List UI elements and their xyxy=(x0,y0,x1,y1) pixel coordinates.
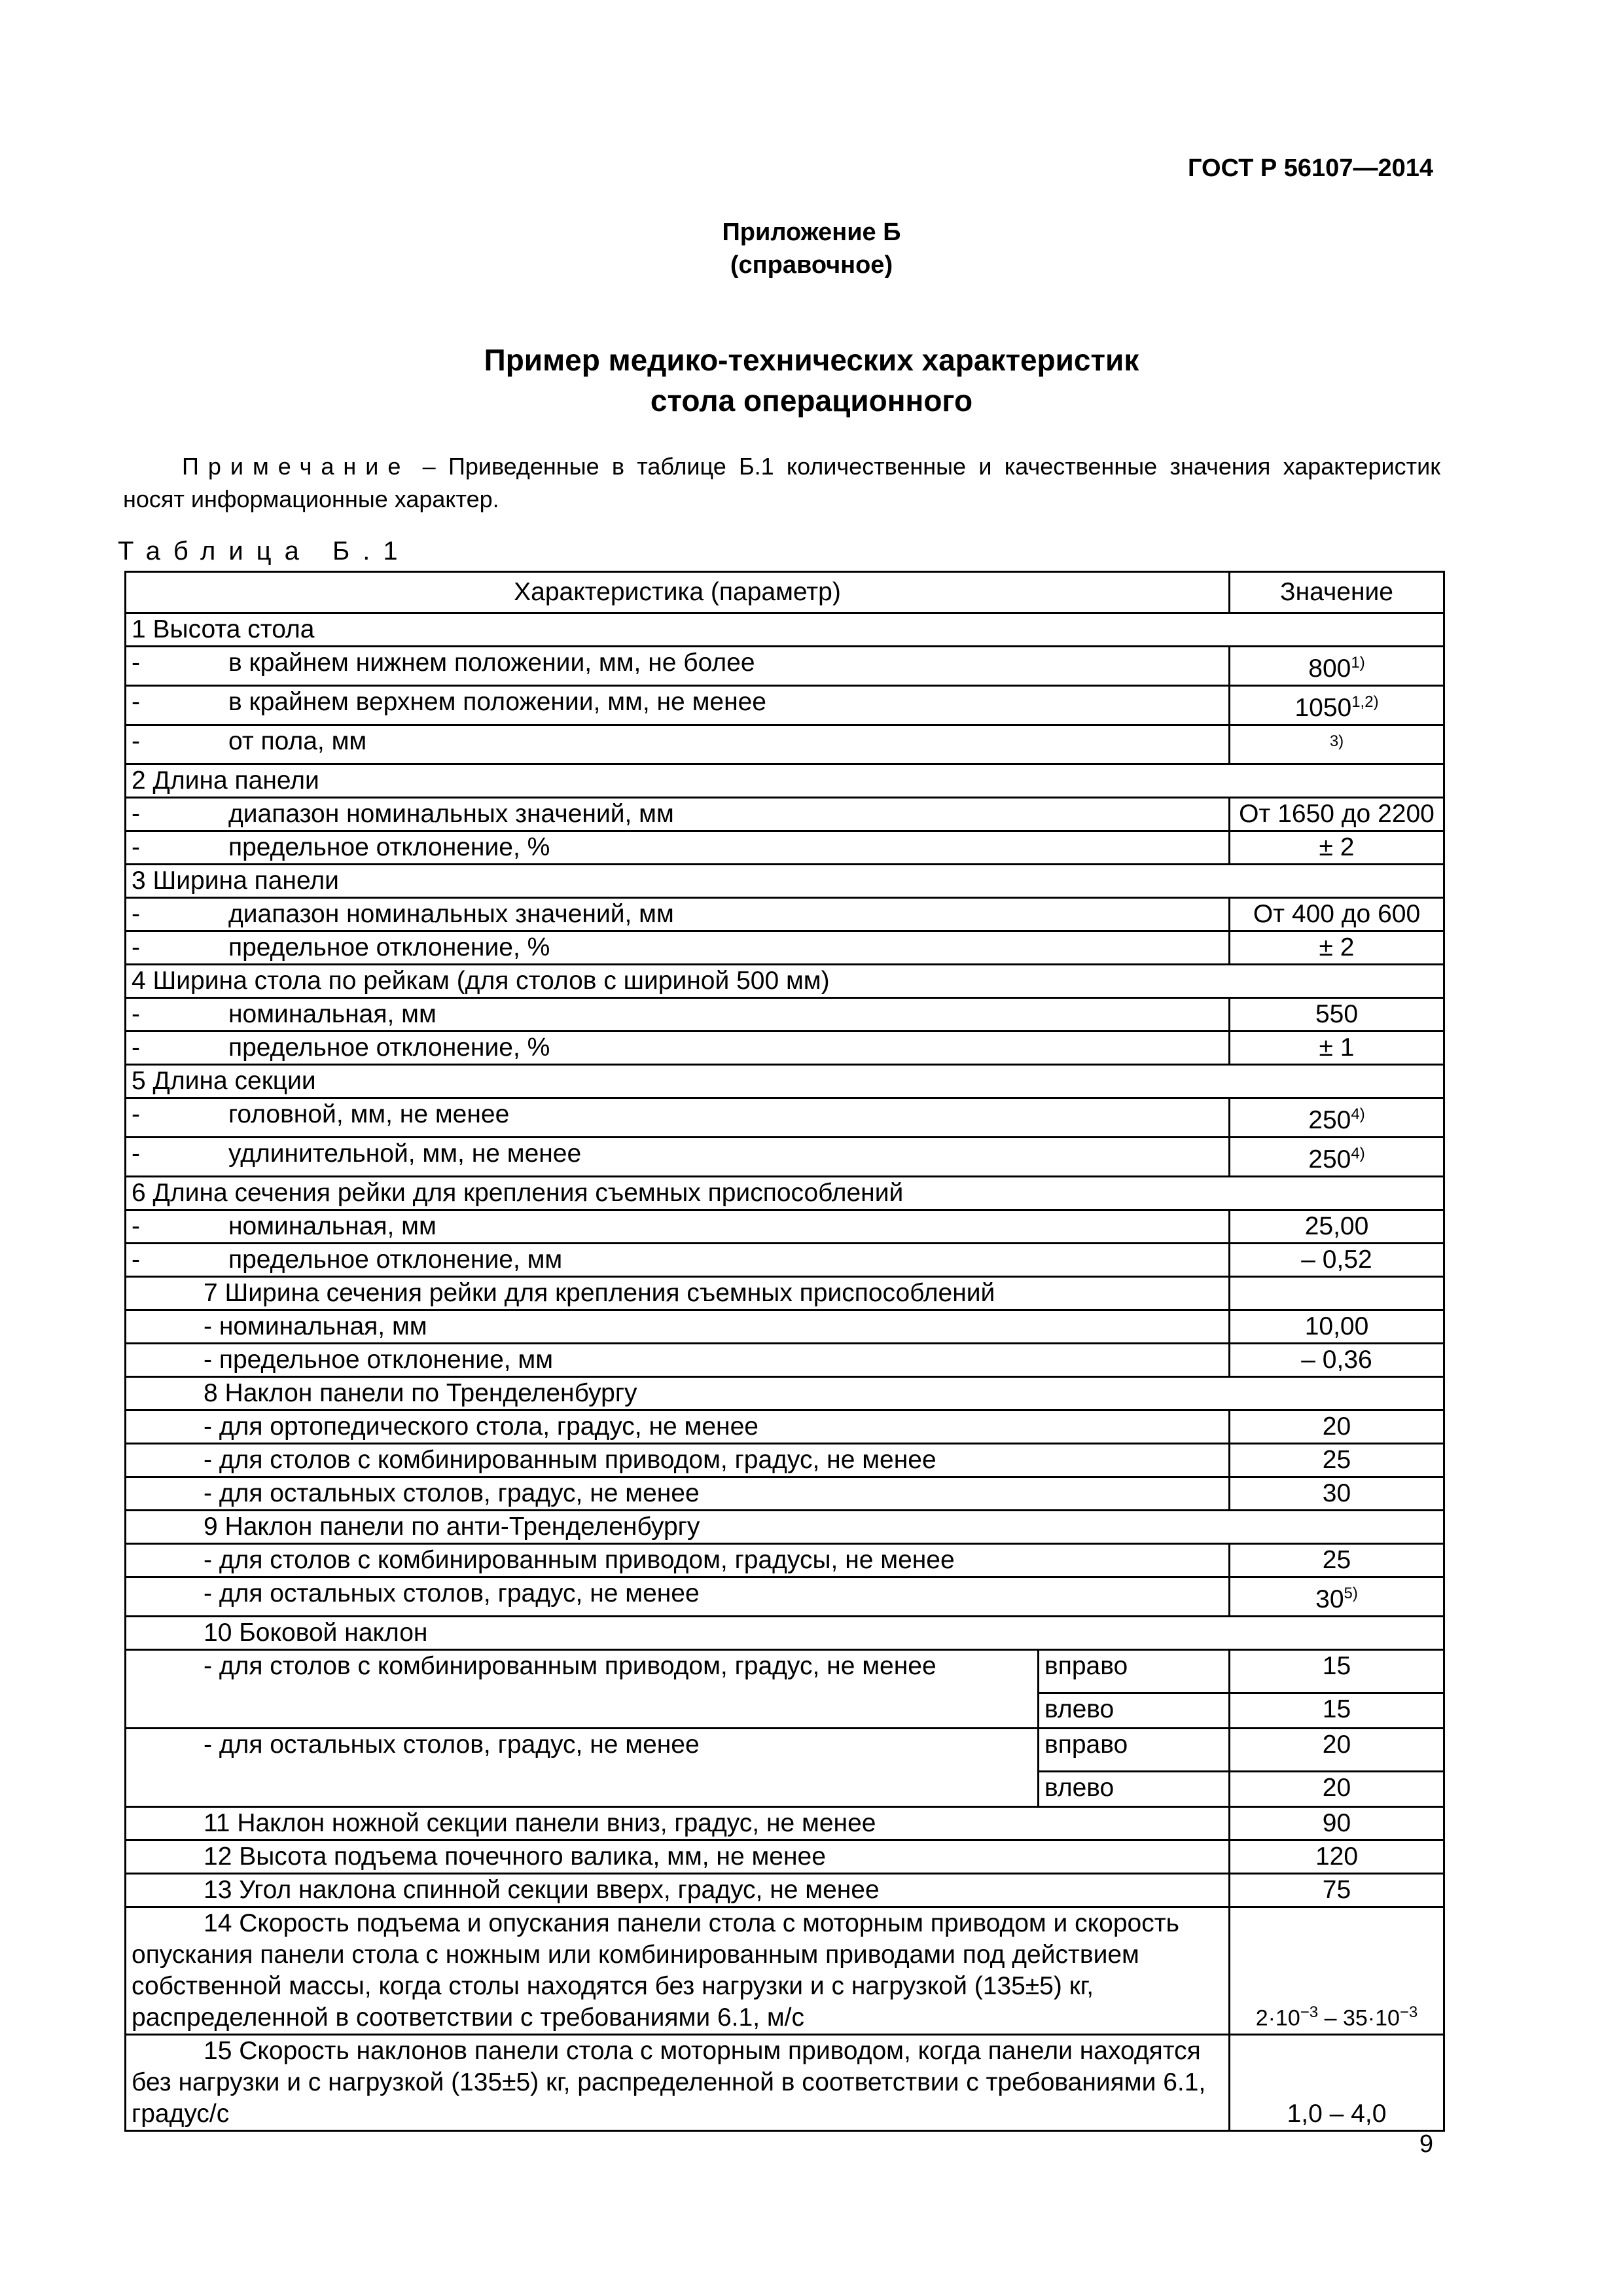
param-text: диапазон номинальных значений, мм xyxy=(228,800,674,828)
param-text: 14 Скорость подъема и опускания панели стола с моторным приводом и скорость опускания панели стола с ножным или комбинированным приводами под действием собственной массы, когда столы находятся без нагрузки и с нагрузкой (135±5) кг, распределенной в соответствии с требованиями 6.1, м/с xyxy=(132,1909,1179,2032)
value-text: 10,00 xyxy=(1304,1312,1369,1340)
group-heading-text: 8 Наклон панели по Тренделенбургу xyxy=(204,1379,637,1407)
param-text: - для столов с комбинированным приводом, градусы, не менее xyxy=(204,1546,955,1574)
value-cell xyxy=(1230,898,1444,931)
table-row xyxy=(126,1544,1444,1577)
value-text: От 400 до 600 xyxy=(1253,900,1421,928)
footnote-ref: 4) xyxy=(1351,1145,1365,1162)
param-text: удлинительной, мм, не менее xyxy=(228,1139,582,1168)
table-row xyxy=(126,1410,1444,1444)
value-text: – 35·10 xyxy=(1318,2005,1400,2030)
value-text: ± 2 xyxy=(1319,833,1355,861)
param-cell xyxy=(126,1807,1230,1840)
param-text: номинальная, мм xyxy=(228,1212,437,1240)
table-row xyxy=(126,931,1444,965)
table-row xyxy=(126,865,1444,898)
value-text: 30 xyxy=(1322,1479,1351,1507)
table-row xyxy=(126,2035,1444,2131)
value-cell xyxy=(1230,1244,1444,1277)
value-text: 120 xyxy=(1315,1842,1359,1871)
dash-marker: - xyxy=(132,727,140,755)
group-heading xyxy=(126,965,1444,998)
direction-text: вправо xyxy=(1044,1731,1128,1759)
value-cell xyxy=(1230,686,1444,725)
value-cell xyxy=(1230,725,1444,764)
footnote-ref: 1,2) xyxy=(1351,693,1379,711)
param-text: - для остальных столов, градус, не менее xyxy=(204,1579,700,1607)
param-text: - для остальных столов, градус, не менее xyxy=(204,1479,700,1507)
value-cell xyxy=(1230,1138,1444,1177)
table-row xyxy=(126,1177,1444,1210)
value-cell xyxy=(1230,1807,1444,1840)
footnote-ref: 4) xyxy=(1351,1105,1365,1123)
value-text: 250 xyxy=(1308,1145,1351,1174)
direction-cell xyxy=(1039,1772,1230,1807)
group-heading-text: 10 Боковой наклон xyxy=(204,1619,428,1647)
value-cell xyxy=(1230,1310,1444,1344)
param-text: - номинальная, мм xyxy=(204,1312,427,1340)
dash-marker: - xyxy=(132,933,140,961)
table-row xyxy=(126,998,1444,1031)
value-cell xyxy=(1230,1344,1444,1377)
document-title-line2: стола операционного xyxy=(650,384,973,418)
value-cell xyxy=(1230,1098,1444,1138)
value-cell xyxy=(1230,2035,1444,2131)
dash-marker: - xyxy=(132,1000,140,1028)
direction-text: влево xyxy=(1044,1774,1115,1802)
group-heading-text: 2 Длина панели xyxy=(132,766,319,795)
param-cell xyxy=(126,1840,1230,1874)
spec-table xyxy=(124,571,1445,2132)
table-row xyxy=(126,965,1444,998)
direction-cell xyxy=(1039,1729,1230,1772)
param-cell xyxy=(126,1410,1230,1444)
table-row xyxy=(126,1477,1444,1511)
value-cell xyxy=(1230,647,1444,686)
dash-marker: - xyxy=(132,900,140,928)
value-text: 250 xyxy=(1308,1106,1351,1134)
value-text: 25,00 xyxy=(1304,1212,1369,1240)
direction-text: влево xyxy=(1044,1695,1115,1723)
footnote-ref: 3) xyxy=(1329,732,1344,750)
value-cell xyxy=(1230,1907,1444,2035)
param-text: диапазон номинальных значений, мм xyxy=(228,900,674,928)
param-text: 15 Скорость наклонов панели стола с моторным приводом, когда панели находятся без нагрузки и с нагрузкой (135±5) кг, распределенной в соответствии с требованиями 6.1, градус/с xyxy=(132,2037,1206,2128)
document-title-line1: Пример медико-технических характеристик xyxy=(484,343,1139,377)
param-text: - предельное отклонение, мм xyxy=(204,1346,554,1374)
table-row xyxy=(126,1807,1444,1840)
group-heading-text: 9 Наклон панели по анти-Тренделенбургу xyxy=(204,1513,700,1541)
param-text: 12 Высота подъема почечного валика, мм, не менее xyxy=(204,1842,826,1871)
value-text: 20 xyxy=(1322,1731,1351,1759)
value-cell xyxy=(1230,1477,1444,1511)
table-row xyxy=(126,1031,1444,1065)
param-text: от пола, мм xyxy=(228,727,367,755)
param-cell xyxy=(126,1907,1230,2035)
value-text: – 0,36 xyxy=(1301,1346,1372,1374)
table-row xyxy=(126,1277,1444,1310)
group-heading-text: 3 Ширина панели xyxy=(132,867,339,895)
value-cell xyxy=(1230,1277,1444,1310)
value-text: 1,0 – 4,0 xyxy=(1287,2100,1387,2128)
note-text: – Приведенные в таблице Б.1 количественные и качественные значения характеристик носят информационные характер. xyxy=(123,453,1440,512)
param-text: предельное отклонение, мм xyxy=(228,1246,563,1274)
value-text: 800 xyxy=(1308,655,1351,683)
param-cell xyxy=(126,1477,1230,1511)
param-cell xyxy=(126,1210,1230,1244)
value-cell xyxy=(1230,1031,1444,1065)
value-text: От 1650 до 2200 xyxy=(1239,800,1435,828)
table-row xyxy=(126,1617,1444,1650)
param-cell xyxy=(126,725,1230,764)
table-row xyxy=(126,1344,1444,1377)
table-row xyxy=(126,1907,1444,2035)
value-text: 25 xyxy=(1322,1546,1351,1574)
table-row xyxy=(126,647,1444,686)
param-text: предельное отклонение, % xyxy=(228,1033,550,1062)
footnote-ref: 5) xyxy=(1344,1585,1358,1602)
dash-marker: - xyxy=(132,1033,140,1062)
value-cell xyxy=(1230,1729,1444,1772)
table-row xyxy=(126,1729,1444,1772)
table-row xyxy=(126,725,1444,764)
direction-text: вправо xyxy=(1044,1652,1128,1680)
value-cell xyxy=(1230,1210,1444,1244)
param-cell xyxy=(126,998,1230,1031)
value-text: 550 xyxy=(1315,1000,1359,1028)
table-row xyxy=(126,1098,1444,1138)
dash-marker: - xyxy=(132,800,140,828)
param-cell xyxy=(126,931,1230,965)
dash-marker: - xyxy=(132,1246,140,1274)
value-text: 20 xyxy=(1322,1774,1351,1802)
column-header-parameter: Характеристика (параметр) xyxy=(126,572,1230,613)
param-cell xyxy=(126,1098,1230,1138)
param-cell xyxy=(126,686,1230,725)
appendix-type: (справочное) xyxy=(730,251,893,279)
value-cell xyxy=(1230,1840,1444,1874)
value-cell xyxy=(1230,1650,1444,1693)
exponent: −3 xyxy=(1399,2003,1418,2021)
param-text: в крайнем верхнем положении, мм, не менее xyxy=(228,688,766,716)
value-text: 25 xyxy=(1322,1446,1351,1474)
table-row xyxy=(126,898,1444,931)
param-text: - для остальных столов, градус, не менее xyxy=(204,1731,700,1759)
param-text: предельное отклонение, % xyxy=(228,833,550,861)
value-cell xyxy=(1230,1577,1444,1617)
group-heading xyxy=(126,1065,1444,1098)
param-text: - для ортопедического стола, градус, не менее xyxy=(204,1412,758,1441)
group-heading-text: 5 Длина секции xyxy=(132,1067,316,1095)
group-heading xyxy=(126,1377,1444,1410)
value-cell xyxy=(1230,1410,1444,1444)
group-heading xyxy=(126,1511,1444,1544)
table-row xyxy=(126,1874,1444,1907)
dash-marker: - xyxy=(132,688,140,716)
table-row xyxy=(126,831,1444,865)
value-text: 1050 xyxy=(1294,694,1352,722)
param-cell xyxy=(126,798,1230,831)
param-cell xyxy=(126,1650,1039,1729)
value-cell xyxy=(1230,1772,1444,1807)
table-row xyxy=(126,686,1444,725)
group-heading-text: 6 Длина сечения рейки для крепления съемных приспособлений xyxy=(132,1179,904,1207)
table-row xyxy=(126,1444,1444,1477)
table-caption: Таблица Б.1 xyxy=(118,537,411,565)
value-text: 15 xyxy=(1322,1695,1351,1723)
page-number: 9 xyxy=(1419,2130,1433,2158)
note-label: Примечание xyxy=(182,453,410,480)
standard-number: ГОСТ Р 56107—2014 xyxy=(1188,154,1433,182)
param-cell xyxy=(126,1310,1230,1344)
value-text: 90 xyxy=(1322,1809,1351,1837)
param-cell xyxy=(126,831,1230,865)
footnote-ref: 1) xyxy=(1351,654,1365,672)
param-cell xyxy=(126,647,1230,686)
param-cell xyxy=(126,2035,1230,2131)
dash-marker: - xyxy=(132,1212,140,1240)
group-heading-text: 7 Ширина сечения рейки для крепления съемных приспособлений xyxy=(204,1279,995,1307)
table-row xyxy=(126,1840,1444,1874)
dash-marker: - xyxy=(132,1100,140,1128)
direction-cell xyxy=(1039,1650,1230,1693)
table-row xyxy=(126,1650,1444,1693)
group-heading xyxy=(126,1177,1444,1210)
param-text: - для столов с комбинированным приводом, градус, не менее xyxy=(204,1652,936,1680)
table-row xyxy=(126,1210,1444,1244)
note xyxy=(123,450,1440,516)
table-row xyxy=(126,1511,1444,1544)
column-header-value: Значение xyxy=(1230,572,1444,613)
table-row xyxy=(126,764,1444,798)
param-cell xyxy=(126,1577,1230,1617)
group-heading-text: 4 Ширина стола по рейкам (для столов с шириной 500 мм) xyxy=(132,967,830,995)
table-row xyxy=(126,1244,1444,1277)
exponent: −3 xyxy=(1300,2003,1319,2021)
param-cell xyxy=(126,1244,1230,1277)
value-cell xyxy=(1230,798,1444,831)
group-heading xyxy=(126,1617,1444,1650)
param-cell xyxy=(126,1138,1230,1177)
value-cell xyxy=(1230,1693,1444,1729)
value-text: – 0,52 xyxy=(1301,1246,1372,1274)
table-row xyxy=(126,613,1444,647)
param-cell xyxy=(126,1544,1230,1577)
value-text: 75 xyxy=(1322,1876,1351,1904)
table-row xyxy=(126,1065,1444,1098)
param-text: предельное отклонение, % xyxy=(228,933,550,961)
dash-marker: - xyxy=(132,833,140,861)
param-cell xyxy=(126,1344,1230,1377)
value-cell xyxy=(1230,1444,1444,1477)
group-heading xyxy=(126,1277,1230,1310)
value-text: 2·10 xyxy=(1255,2005,1300,2030)
value-text: 30 xyxy=(1315,1585,1344,1613)
param-cell xyxy=(126,1031,1230,1065)
direction-cell xyxy=(1039,1693,1230,1729)
dash-marker: - xyxy=(132,1139,140,1168)
group-heading xyxy=(126,865,1444,898)
value-cell xyxy=(1230,1544,1444,1577)
param-cell xyxy=(126,1729,1039,1807)
table-row xyxy=(126,1377,1444,1410)
group-heading xyxy=(126,613,1444,647)
param-text: номинальная, мм xyxy=(228,1000,437,1028)
param-cell xyxy=(126,1874,1230,1907)
value-cell xyxy=(1230,998,1444,1031)
value-text: ± 2 xyxy=(1319,933,1355,961)
param-text: 13 Угол наклона спинной секции вверх, градус, не менее xyxy=(204,1876,880,1904)
param-text: головной, мм, не менее xyxy=(228,1100,510,1128)
table-row xyxy=(126,798,1444,831)
param-cell xyxy=(126,1444,1230,1477)
param-cell xyxy=(126,898,1230,931)
group-heading-text: 1 Высота стола xyxy=(132,615,315,643)
param-text: в крайнем нижнем положении, мм, не более xyxy=(228,649,755,677)
group-heading xyxy=(126,764,1444,798)
table-row xyxy=(126,1138,1444,1177)
value-text: ± 1 xyxy=(1319,1033,1355,1062)
dash-marker: - xyxy=(132,649,140,677)
value-text: 15 xyxy=(1322,1652,1351,1680)
value-cell xyxy=(1230,831,1444,865)
value-cell xyxy=(1230,1874,1444,1907)
value-cell xyxy=(1230,931,1444,965)
table-row xyxy=(126,1310,1444,1344)
param-text: 11 Наклон ножной секции панели вниз, градус, не менее xyxy=(204,1809,876,1837)
table-row xyxy=(126,1577,1444,1617)
appendix-label: Приложение Б xyxy=(722,219,901,246)
value-text: 20 xyxy=(1322,1412,1351,1441)
param-text: - для столов с комбинированным приводом, градус, не менее xyxy=(204,1446,936,1474)
